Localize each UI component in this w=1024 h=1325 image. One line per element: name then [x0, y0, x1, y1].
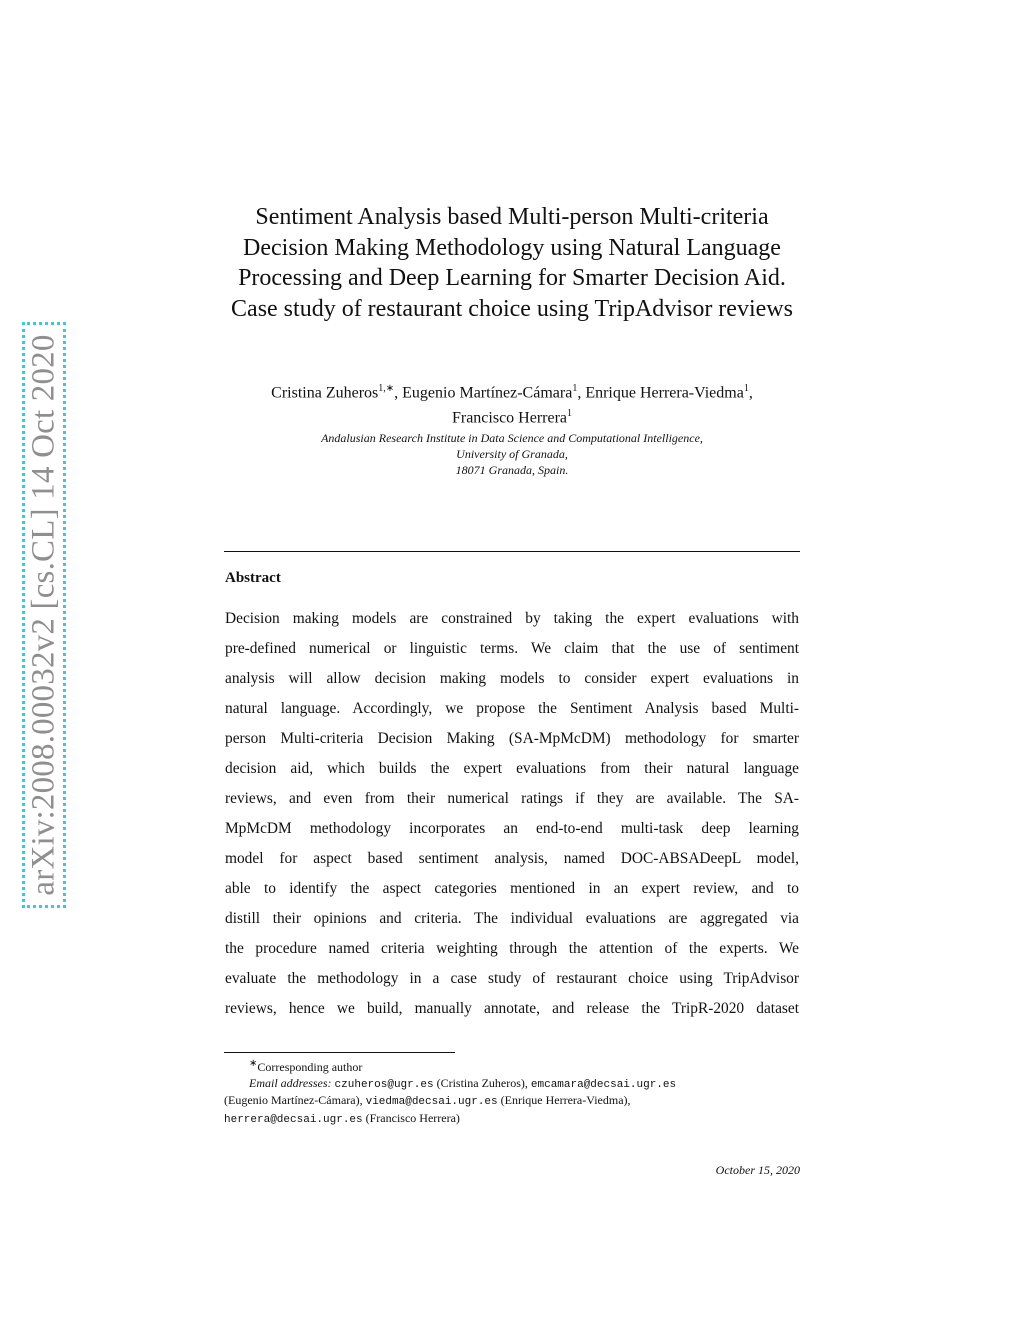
preprint-date: October 15, 2020 — [715, 1163, 800, 1177]
abstract-line: evaluate the methodology in a case study of restaurant choice using TripAdvisor — [225, 970, 799, 987]
abstract-line: person Multi-criteria Decision Making (SA-MpMcDM) methodology for smarter — [225, 730, 799, 747]
footnote-marker: ∗ — [249, 1058, 258, 1069]
email-owner: (Eugenio Martínez-Cámara), — [224, 1093, 363, 1107]
author-affiliation-mark: 1 — [572, 383, 578, 394]
footnote-divider — [224, 1052, 455, 1053]
email-owner: (Cristina Zuheros), — [436, 1075, 528, 1090]
abstract-line: model for aspect based sentiment analysis, named DOC-ABSADeepL model, — [225, 850, 799, 867]
abstract-body — [225, 608, 799, 1028]
abstract-heading: Abstract — [225, 570, 281, 586]
abstract-line: distill their opinions and criteria. The individual evaluations are aggregated via — [225, 910, 799, 927]
author-affiliation-mark: 1,∗ — [378, 383, 395, 394]
email-link[interactable]: herrera@decsai.ugr.es — [224, 1113, 363, 1126]
arxiv-identifier-text: arXiv:2008.00032v2 [cs.CL] 14 Oct 2020 — [25, 334, 62, 896]
author-name: Eugenio Martínez-Cámara — [402, 384, 573, 402]
abstract-line: reviews, hence we build, manually annotate, and release the TripR-2020 dataset — [225, 1000, 799, 1017]
abstract-line: Decision making models are constrained by taking the expert evaluations with — [225, 610, 799, 627]
abstract-line: analysis will allow decision making models to consider expert evaluations in — [225, 670, 799, 687]
affiliation-line: University of Granada, — [456, 447, 568, 461]
abstract-line: able to identify the aspect categories mentioned in an expert review, and to — [225, 880, 799, 897]
email-owner: (Francisco Herrera) — [365, 1110, 460, 1125]
corresponding-author-note: Corresponding author — [257, 1060, 363, 1074]
abstract-line: reviews, and even from their numerical ratings if they are available. The SA- — [225, 790, 799, 807]
email-link[interactable]: viedma@decsai.ugr.es — [365, 1096, 498, 1108]
abstract-line: the procedure named criteria weighting through the attention of the experts. We — [225, 940, 799, 957]
author-name: Cristina Zuheros — [271, 384, 379, 402]
footnote — [224, 1056, 800, 1128]
author-list: Cristina Zuheros$^{1,∗}$, Eugenio Martínez-Cámara$^1$, Enrique Herrera-Viedma$^1$, Francisco Herrera$^1$ — [271, 383, 753, 427]
abstract-line: decision aid, which builds the expert evaluations from their natural language — [225, 760, 799, 777]
abstract-line: MpMcDM methodology incorporates an end-to-end multi-task deep learning — [225, 820, 799, 837]
email-label: Email addresses: — [249, 1075, 332, 1090]
author-affiliation-mark: 1 — [567, 408, 573, 420]
email-link[interactable]: emcamara@decsai.ugr.es — [530, 1078, 677, 1091]
affiliation — [224, 430, 800, 478]
title-divider — [224, 551, 800, 552]
abstract-line: pre-defined numerical or linguistic terms. We claim that the use of sentiment — [225, 640, 799, 657]
affiliation-line: Andalusian Research Institute in Data Science and Computational Intelligence, — [321, 431, 703, 445]
author-affiliation-mark: 1 — [743, 383, 749, 394]
email-link[interactable]: czuheros@ugr.es — [334, 1078, 434, 1091]
author-name: Francisco Herrera — [451, 409, 568, 427]
author-name: Enrique Herrera-Viedma — [585, 384, 744, 402]
affiliation-line: 18071 Granada, Spain. — [455, 463, 569, 477]
arxiv-identifier-stamp — [22, 322, 66, 908]
paper-title: Sentiment Analysis based Multi-person Multi-criteria Decision Making Methodology using Natural Language Processing and Deep Learning for Smarter Decision Aid. Case study of restaurant choice using TripAdvisor reviews — [231, 204, 793, 322]
email-owner: (Enrique Herrera-Viedma), — [500, 1093, 631, 1107]
abstract-line: natural language. Accordingly, we propose the Sentiment Analysis based Multi- — [225, 700, 799, 717]
